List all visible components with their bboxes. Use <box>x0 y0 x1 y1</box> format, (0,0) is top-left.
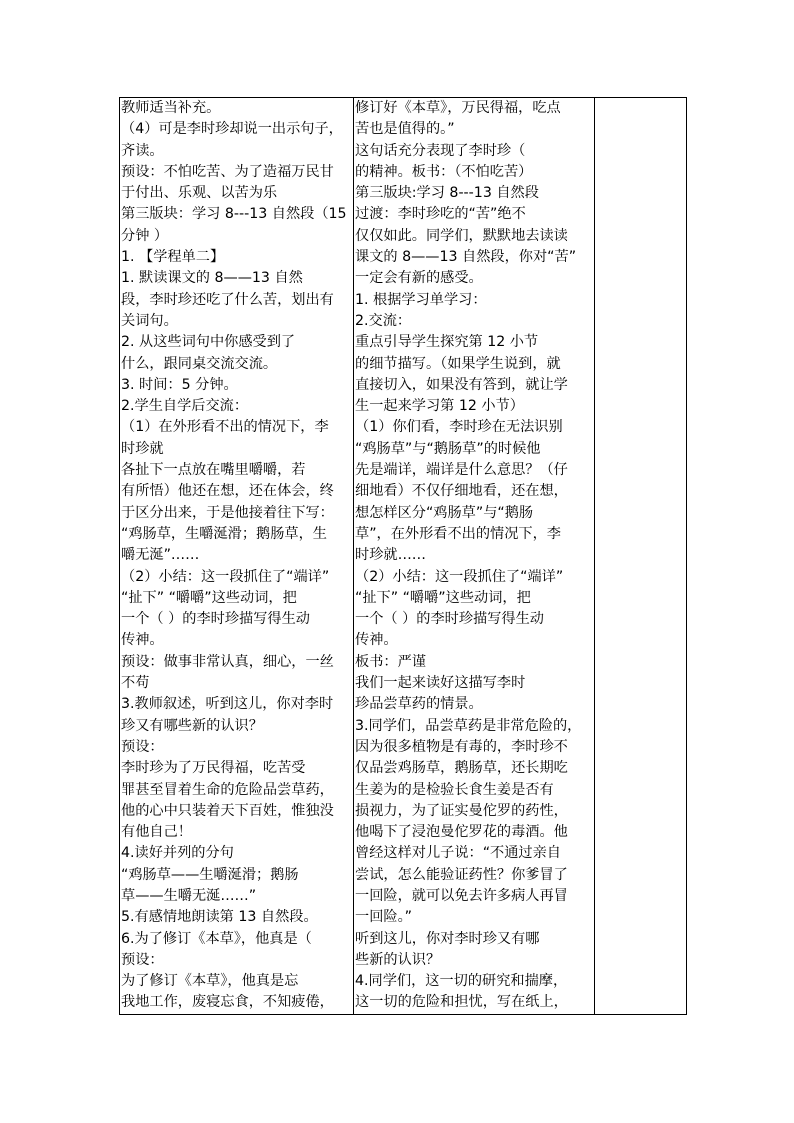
text-line: 第三版块：学习 8---13 自然段（15 <box>121 206 347 223</box>
text-line: 预设： <box>121 951 164 968</box>
text-line: 2. 从这些词句中你感受到了 <box>121 334 296 351</box>
text-line: 修订好《本草》，万民得福，吃点 <box>355 100 561 116</box>
text-line: 2.交流： <box>355 312 412 329</box>
text-line: 5.有感情地朗读第 13 自然段。 <box>121 909 318 926</box>
text-line: 1. 【学程单二】 <box>121 249 225 266</box>
text-line: 一回险，就可以免去许多病人再冒 <box>355 887 568 904</box>
text-line: 于区分出来，于是他接着往下写： <box>121 504 334 521</box>
text-line: 于付出、乐观、以苦为乐 <box>121 185 278 202</box>
text-line: 3. 时间：5 分钟。 <box>121 376 238 393</box>
notes-column <box>595 98 686 1014</box>
text-line: 4.同学们，这一切的研究和揣摩， <box>355 973 568 990</box>
text-line: 他的心中只装着天下百姓，惟独没 <box>121 802 334 819</box>
text-line: 传神。 <box>121 632 164 649</box>
text-line: 草”，在外形看不出的情况下，李 <box>355 525 561 542</box>
text-line: “鸡肠草，生嚼涎滑；鹅肠草，生 <box>121 525 327 542</box>
text-line: 什么，跟同桌交流交流。 <box>121 355 278 372</box>
text-line: 齐读。 <box>121 142 164 159</box>
text-line: 段，李时珍还吃了什么苦，划出有 <box>121 291 334 308</box>
text-line: 生姜为的是检验长食生姜是否有 <box>355 781 554 798</box>
text-line: 我地工作，废寝忘食，不知疲倦， <box>121 994 334 1011</box>
student-activity-column <box>120 98 354 1014</box>
text-line: 4.读好并列的分句 <box>121 845 234 862</box>
text-line: 一个（ ）的李时珍描写得生动 <box>121 611 310 628</box>
text-line: 这一切的危险和担忧，写在纸上， <box>355 994 568 1011</box>
teacher-activity-column <box>354 98 595 1014</box>
text-line: （2）小结：这一段抓住了“端详” <box>121 568 330 585</box>
text-line: 1. 根据学习单学习： <box>355 291 487 308</box>
text-line: （2）小结：这一段抓住了“端详” <box>355 568 564 585</box>
text-line: 有他自己！ <box>121 824 192 841</box>
text-line: 1. 默读课文的 8——13 自然 <box>121 270 303 287</box>
text-line: 珍品尝草药的情景。 <box>355 696 483 713</box>
text-line: 一个（ ）的李时珍描写得生动 <box>355 611 544 628</box>
text-line: 预设：不怕吃苦、为了造福万民甘 <box>121 163 334 180</box>
text-line: 直接切入，如果没有答到，就让学 <box>355 376 568 393</box>
text-line: 想怎样区分“鸡肠草”与“鹅肠 <box>355 504 534 521</box>
text-line: 3.教师叙述，听到这儿，你对李时 <box>121 696 334 713</box>
text-line: 的细节描写。（如果学生说到，就 <box>355 355 561 372</box>
text-line: 细地看）不仅仔细地看，还在想， <box>355 483 568 500</box>
text-line: （4）可是李时珍却说一出示句子， <box>121 121 343 138</box>
text-line: 仅仅如此。同学们，默默地去读读 <box>355 227 568 244</box>
text-line: 仅品尝鸡肠草，鹅肠草，还长期吃 <box>355 760 568 777</box>
text-line: 教师适当补充。 <box>121 100 221 116</box>
text-line: “扯下” “嚼嚼”这些动词，把 <box>355 589 531 606</box>
text-line: 这句话充分表现了李时珍（ <box>355 142 526 159</box>
text-line: “扯下” “嚼嚼”这些动词，把 <box>121 589 297 606</box>
text-line: “鸡肠草——生嚼涎滑；鹅肠 <box>121 866 299 883</box>
text-line: 曾经这样对儿子说：“不通过亲自 <box>355 845 561 862</box>
text-line: 苦也是值得的。” <box>355 121 455 138</box>
text-line: 分钟 ） <box>121 227 169 244</box>
text-line: 重点引导学生探究第 12 小节 <box>355 334 539 351</box>
text-line: （1）在外形看不出的情况下，李 <box>121 419 329 436</box>
text-line: 时珍就…… <box>355 547 426 564</box>
text-line: 我们一起来读好这描写李时 <box>355 675 526 692</box>
text-line: 李时珍为了万民得福，吃苦受 <box>121 760 306 777</box>
text-line: 草——生嚼无涎……” <box>121 887 257 904</box>
text-line: （1）你们看，李时珍在无法识别 <box>355 419 563 436</box>
text-line: 听到这儿，你对李时珍又有哪 <box>355 930 540 947</box>
text-line: 为了修订《本草》，他真是忘 <box>121 973 299 990</box>
text-line: 生一起来学习第 12 小节） <box>355 398 524 415</box>
text-line: 一回险。” <box>355 909 413 926</box>
text-line: 先是端详，端详是什么意思？（仔 <box>355 462 568 479</box>
text-line: 预设： <box>121 738 164 755</box>
text-line: 时珍就 <box>121 440 164 457</box>
text-line: 第三版块:学习 8---13 自然段 <box>355 185 539 202</box>
text-line: 的精神。板书：（不怕吃苦） <box>355 163 533 180</box>
lesson-plan-table <box>119 97 687 1015</box>
text-line: 3.同学们，品尝草药是非常危险的， <box>355 717 582 734</box>
text-line: 因为很多植物是有毒的，李时珍不 <box>355 738 568 755</box>
text-line: 珍又有哪些新的认识？ <box>121 717 263 734</box>
text-line: 6.为了修订《本草》，他真是（ <box>121 930 312 947</box>
text-line: 2.学生自学后交流： <box>121 398 249 415</box>
text-line: 过渡：李时珍吃的“苦”绝不 <box>355 206 526 223</box>
text-line: 些新的认识？ <box>355 951 441 968</box>
text-line: 各扯下一点放在嘴里嚼嚼，若 <box>121 462 306 479</box>
text-line: 有所悟）他还在想，还在体会，终 <box>121 483 334 500</box>
text-line: 尝试，怎么能验证药性？你爹冒了 <box>355 866 568 883</box>
text-line: 不苟 <box>121 675 150 692</box>
text-line: 嚼无涎”…… <box>121 547 200 564</box>
text-line: “鸡肠草”与“鹅肠草”的时候他 <box>355 440 541 457</box>
text-line: 他喝下了浸泡曼佗罗花的毒酒。他 <box>355 824 568 841</box>
text-line: 预设：做事非常认真，细心，一丝 <box>121 653 334 670</box>
text-line: 课文的 8——13 自然段，你对“苦” <box>355 249 577 266</box>
text-line: 罪甚至冒着生命的危险品尝草药， <box>121 781 334 798</box>
text-line: 板书：严谨 <box>355 653 426 670</box>
text-line: 关词句。 <box>121 312 178 329</box>
text-line: 损视力，为了证实曼佗罗的药性， <box>355 802 568 819</box>
text-line: 传神。 <box>355 632 398 649</box>
text-line: 一定会有新的感受。 <box>355 270 483 287</box>
